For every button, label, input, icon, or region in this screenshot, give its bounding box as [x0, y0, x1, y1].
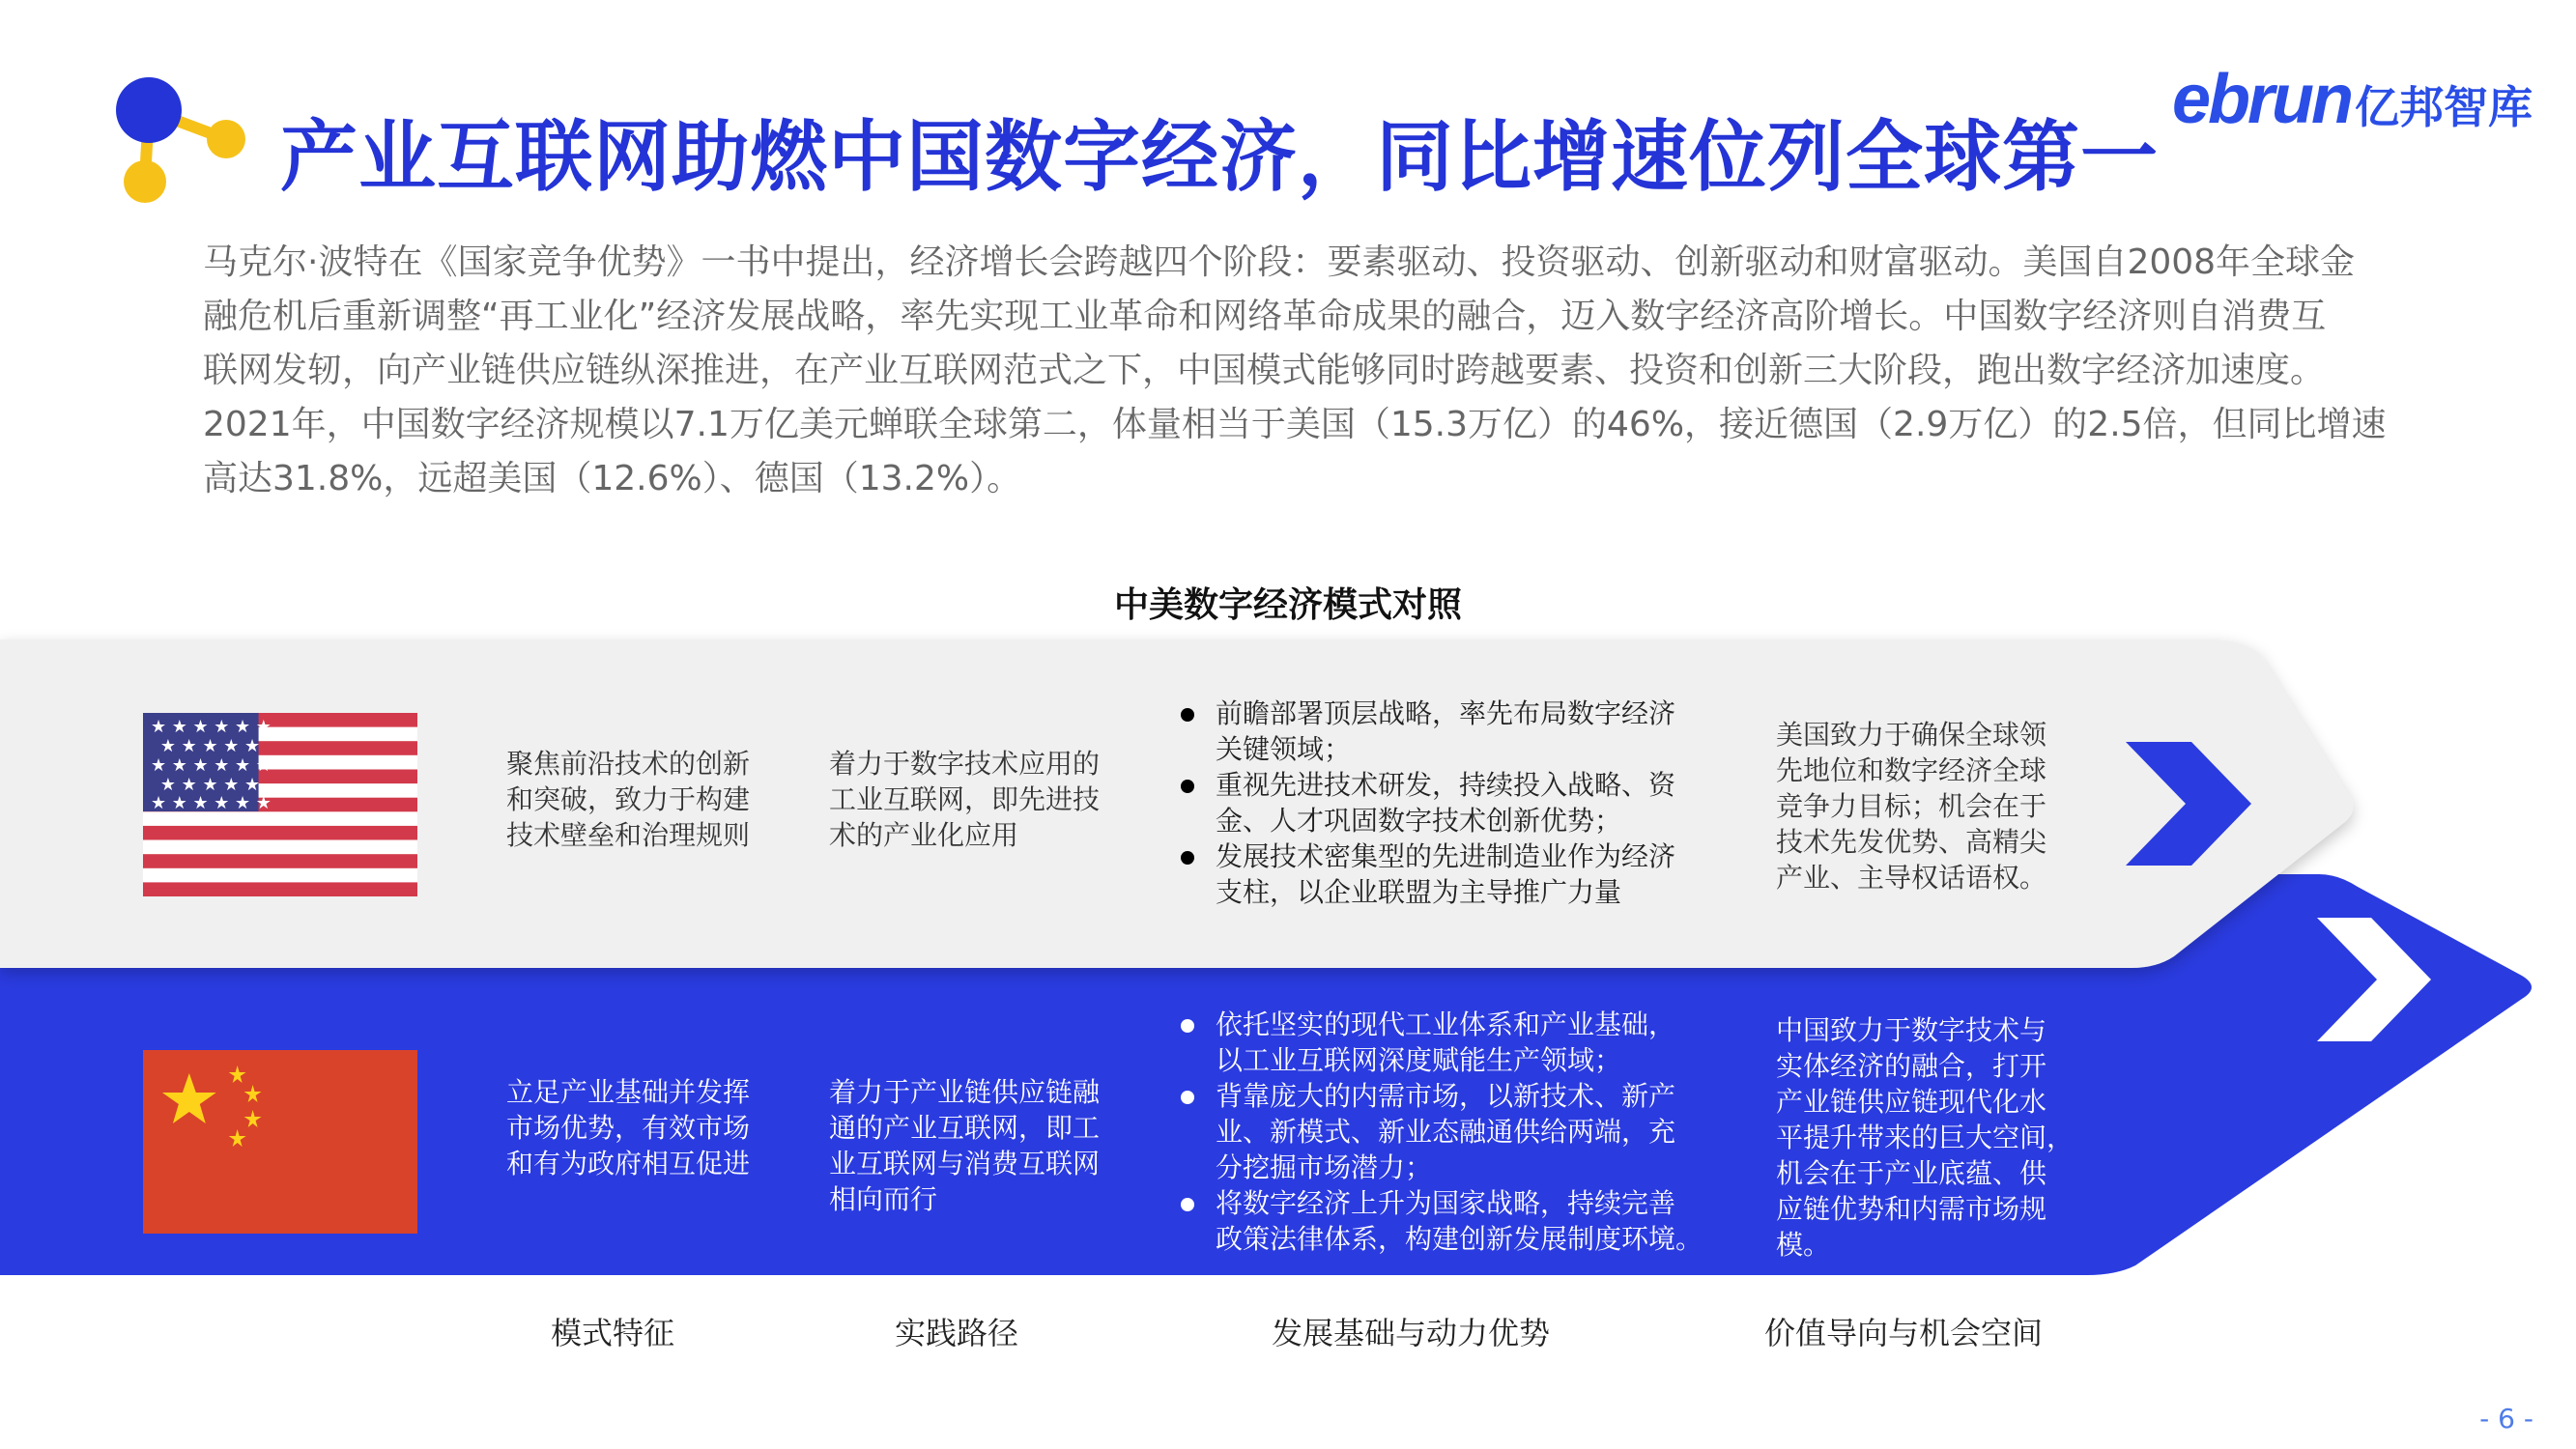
text-line: 平提升带来的巨大空间， [1776, 1122, 2075, 1153]
text-line: 市场优势，有效市场 [506, 1112, 751, 1144]
text-line: 实体经济的融合，打开 [1776, 1050, 2047, 1082]
text-line: 美国致力于确保全球领 [1776, 719, 2047, 751]
text-line: 通的产业互联网，即工 [829, 1112, 1101, 1144]
list-item: 发展技术密集型的先进制造业作为经济 支柱，以企业联盟为主导推广力量 [1179, 838, 1720, 910]
text-line: 相向而行 [829, 1183, 938, 1215]
list-item: 前瞻部署顶层战略，率先布局数字经济 关键领域； [1179, 696, 1720, 767]
page-title: 产业互联网助燃中国数字经济，同比增速位列全球第一 [280, 111, 2159, 202]
text-line: 聚焦前沿技术的创新 [506, 748, 751, 780]
text-line: 应链优势和内需市场规 [1776, 1193, 2047, 1225]
column-label-value: 价值导向与机会空间 [1763, 1315, 2043, 1351]
intro-line: 高达31.8%，远超美国（12.6%）、德国（13.2%）。 [203, 459, 1022, 498]
svg-text:★ ★ ★ ★ ★: ★ ★ ★ ★ ★ [159, 735, 261, 757]
column-label-path: 实践路径 [894, 1315, 1018, 1351]
text-line: 技术先发优势、高精尖 [1776, 826, 2047, 858]
cn-value-text [1776, 1012, 2104, 1263]
column-label-basis: 发展基础与动力优势 [1271, 1315, 1550, 1351]
text-line: 模。 [1776, 1229, 1831, 1261]
text-line: 技术壁垒和治理规则 [506, 819, 751, 851]
intro-paragraph [203, 236, 2387, 506]
list-item: 重视先进技术研发，持续投入战略、资 金、人才巩固数字技术创新优势； [1179, 767, 1720, 838]
brand-logo-en: ebrun [2172, 61, 2352, 138]
list-item: 将数字经济上升为国家战略，持续完善 政策法律体系，构建创新发展制度环境。 [1179, 1185, 1720, 1257]
svg-text:★ ★ ★ ★ ★ ★: ★ ★ ★ ★ ★ ★ [150, 792, 272, 814]
comparison-title: 中美数字经济模式对照 [1113, 585, 1462, 625]
column-label-mode: 模式特征 [550, 1315, 674, 1351]
text-line: 着力于数字技术应用的 [829, 748, 1101, 780]
text-line: 机会在于产业底蕴、供 [1776, 1157, 2047, 1189]
us-basis-list [1179, 696, 1720, 910]
svg-text:★ ★ ★ ★ ★ ★: ★ ★ ★ ★ ★ ★ [150, 716, 272, 738]
text-line: 术的产业化应用 [829, 819, 1019, 851]
text-line: 产业、主导权话语权。 [1776, 862, 2047, 894]
us-path-text [829, 746, 1129, 853]
text-line: 和有为政府相互促进 [506, 1148, 751, 1179]
svg-text:★ ★ ★ ★ ★ ★: ★ ★ ★ ★ ★ ★ [150, 754, 272, 777]
text-line: 着力于产业链供应链融 [829, 1076, 1101, 1108]
text-line: 立足产业基础并发挥 [506, 1076, 751, 1108]
brand-logo [2172, 60, 2533, 139]
intro-line: 马克尔·波特在《国家竞争优势》一书中提出，经济增长会跨越四个阶段：要素驱动、投资驱动、创新驱动和财富驱动。美国自2008年全球金 [203, 242, 2356, 282]
text-line: 工业互联网，即先进技 [829, 783, 1101, 815]
page-number: - 6 - [2479, 1403, 2533, 1435]
brand-logo-cn: 亿邦智库 [2355, 81, 2533, 133]
us-value-text [1776, 717, 2085, 895]
cn-path-text [829, 1074, 1129, 1217]
china-flag-icon [143, 1050, 417, 1234]
list-item: 背靠庞大的内需市场，以新技术、新产 业、新模式、新业态融通供给两端，充 分挖掘市场潜力； [1179, 1078, 1720, 1185]
text-line: 竞争力目标；机会在于 [1776, 790, 2047, 822]
text-line: 中国致力于数字技术与 [1776, 1014, 2047, 1046]
list-item: 依托坚实的现代工业体系和产业基础， 以工业互联网深度赋能生产领域； [1179, 1007, 1720, 1078]
cn-mode-text [506, 1074, 796, 1181]
us-mode-text [506, 746, 796, 853]
svg-text:★ ★ ★ ★ ★: ★ ★ ★ ★ ★ [159, 774, 261, 796]
text-line: 业互联网与消费互联网 [829, 1148, 1101, 1179]
intro-line: 2021年，中国数字经济规模以7.1万亿美元蝉联全球第二，体量相当于美国（15.3万亿）的46%，接近德国（2.9万亿）的2.5倍，但同比增速 [203, 405, 2387, 444]
us-flag-icon [143, 713, 417, 896]
cn-basis-list [1179, 1007, 1720, 1257]
text-line: 和突破，致力于构建 [506, 783, 751, 815]
intro-line: 融危机后重新调整“再工业化”经济发展战略，率先实现工业革命和网络革命成果的融合，迈入数字经济高阶增长。中国数字经济则自消费互 [203, 297, 2327, 336]
text-line: 先地位和数字经济全球 [1776, 754, 2047, 786]
logo-molecule-icon [108, 73, 253, 209]
intro-line: 联网发轫，向产业链供应链纵深推进，在产业互联网范式之下，中国模式能够同时跨越要素、投资和创新三大阶段，跑出数字经济加速度。 [203, 351, 2326, 390]
text-line: 产业链供应链现代化水 [1776, 1086, 2047, 1118]
